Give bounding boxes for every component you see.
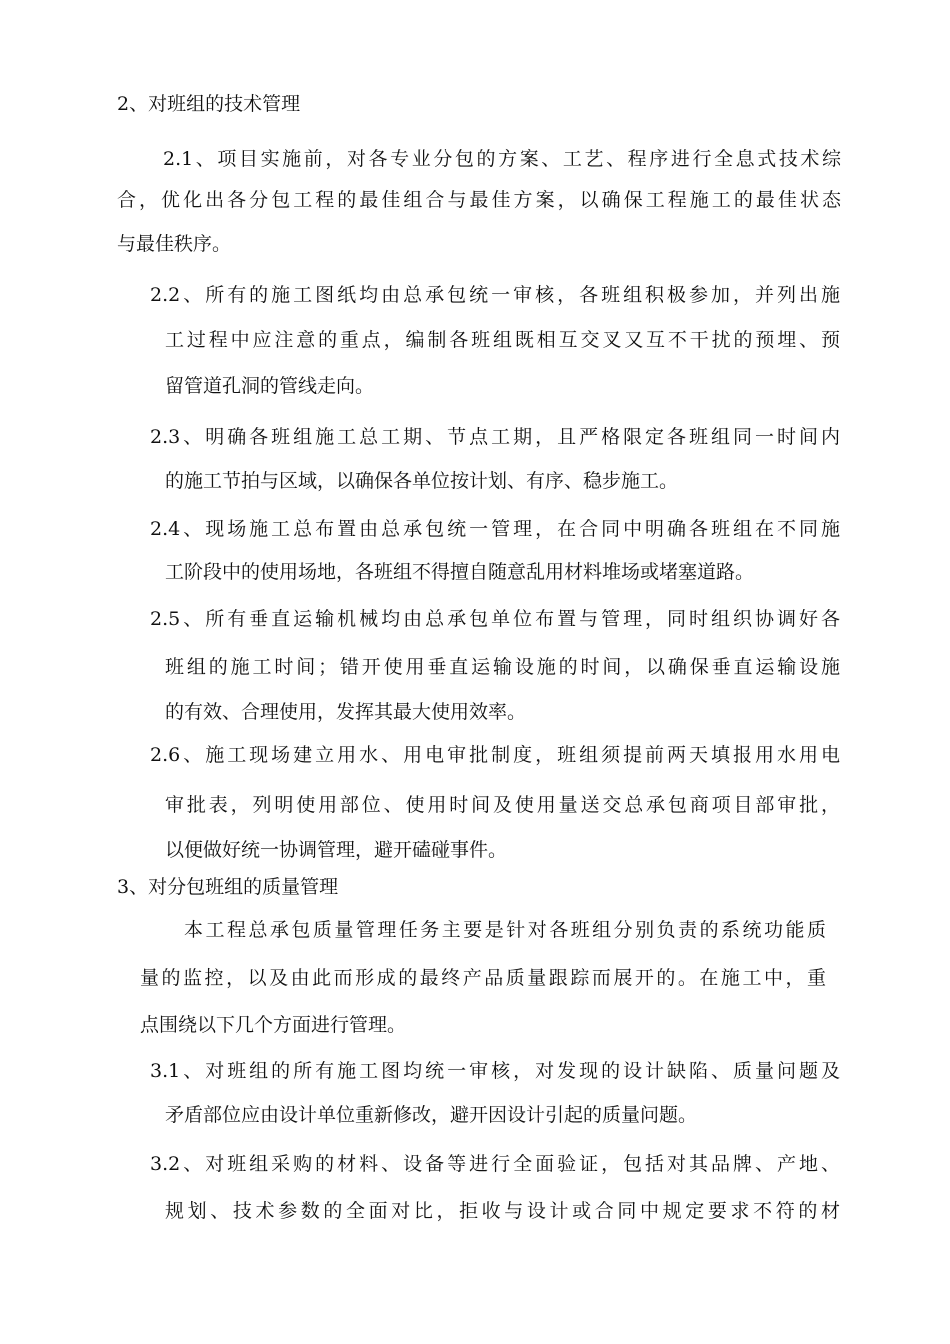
paragraph-line: 本工程总承包质量管理任务主要是针对各班组分别负责的系统功能质 <box>184 919 826 941</box>
paragraph-line: 点围绕以下几个方面进行管理。 <box>140 1014 407 1036</box>
paragraph-line: 2.3、明确各班组施工总工期、节点工期，且严格限定各班组同一时间内 <box>150 426 840 448</box>
paragraph-line: 工过程中应注意的重点，编制各班组既相互交叉又互不干扰的预埋、预 <box>165 329 840 351</box>
paragraph-line: 量的监控，以及由此而形成的最终产品质量跟踪而展开的。在施工中，重 <box>140 967 826 989</box>
section-heading: 2、对班组的技术管理 <box>117 93 301 115</box>
paragraph-line: 2.2、所有的施工图纸均由总承包统一审核，各班组积极参加，并列出施 <box>150 284 840 306</box>
paragraph-line: 的有效、合理使用，发挥其最大使用效率。 <box>165 701 527 723</box>
paragraph-line: 矛盾部位应由设计单位重新修改，避开因设计引起的质量问题。 <box>165 1104 698 1126</box>
paragraph-line: 2.1、项目实施前，对各专业分包的方案、工艺、程序进行全息式技术综 <box>163 148 841 170</box>
paragraph-line: 班组的施工时间；错开使用垂直运输设施的时间，以确保垂直运输设施 <box>165 656 840 678</box>
paragraph-line: 审批表，列明使用部位、使用时间及使用量送交总承包商项目部审批， <box>165 794 840 816</box>
paragraph-line: 留管道孔洞的管线走向。 <box>165 375 375 397</box>
paragraph-line: 2.5、所有垂直运输机械均由总承包单位布置与管理，同时组织协调好各 <box>150 608 840 630</box>
paragraph-line: 工阶段中的使用场地，各班组不得擅自随意乱用材料堆场或堵塞道路。 <box>165 561 755 583</box>
section-heading: 3、对分包班组的质量管理 <box>117 876 339 898</box>
paragraph-line: 规划、技术参数的全面对比，拒收与设计或合同中规定要求不符的材 <box>165 1200 840 1222</box>
paragraph-line: 合，优化出各分包工程的最佳组合与最佳方案，以确保工程施工的最佳状态 <box>117 189 841 211</box>
paragraph-line: 以便做好统一协调管理，避开磕碰事件。 <box>165 839 508 861</box>
paragraph-line: 2.4、现场施工总布置由总承包统一管理，在合同中明确各班组在不同施 <box>150 518 840 540</box>
paragraph-line: 3.1、对班组的所有施工图均统一审核，对发现的设计缺陷、质量问题及 <box>150 1060 840 1082</box>
paragraph-line: 2.6、施工现场建立用水、用电审批制度，班组须提前两天填报用水用电 <box>150 744 840 766</box>
paragraph-line: 与最佳秩序。 <box>117 233 232 255</box>
paragraph-line: 3.2、对班组采购的材料、设备等进行全面验证，包括对其品牌、产地、 <box>150 1153 840 1175</box>
paragraph-line: 的施工节拍与区域，以确保各单位按计划、有序、稳步施工。 <box>165 470 679 492</box>
